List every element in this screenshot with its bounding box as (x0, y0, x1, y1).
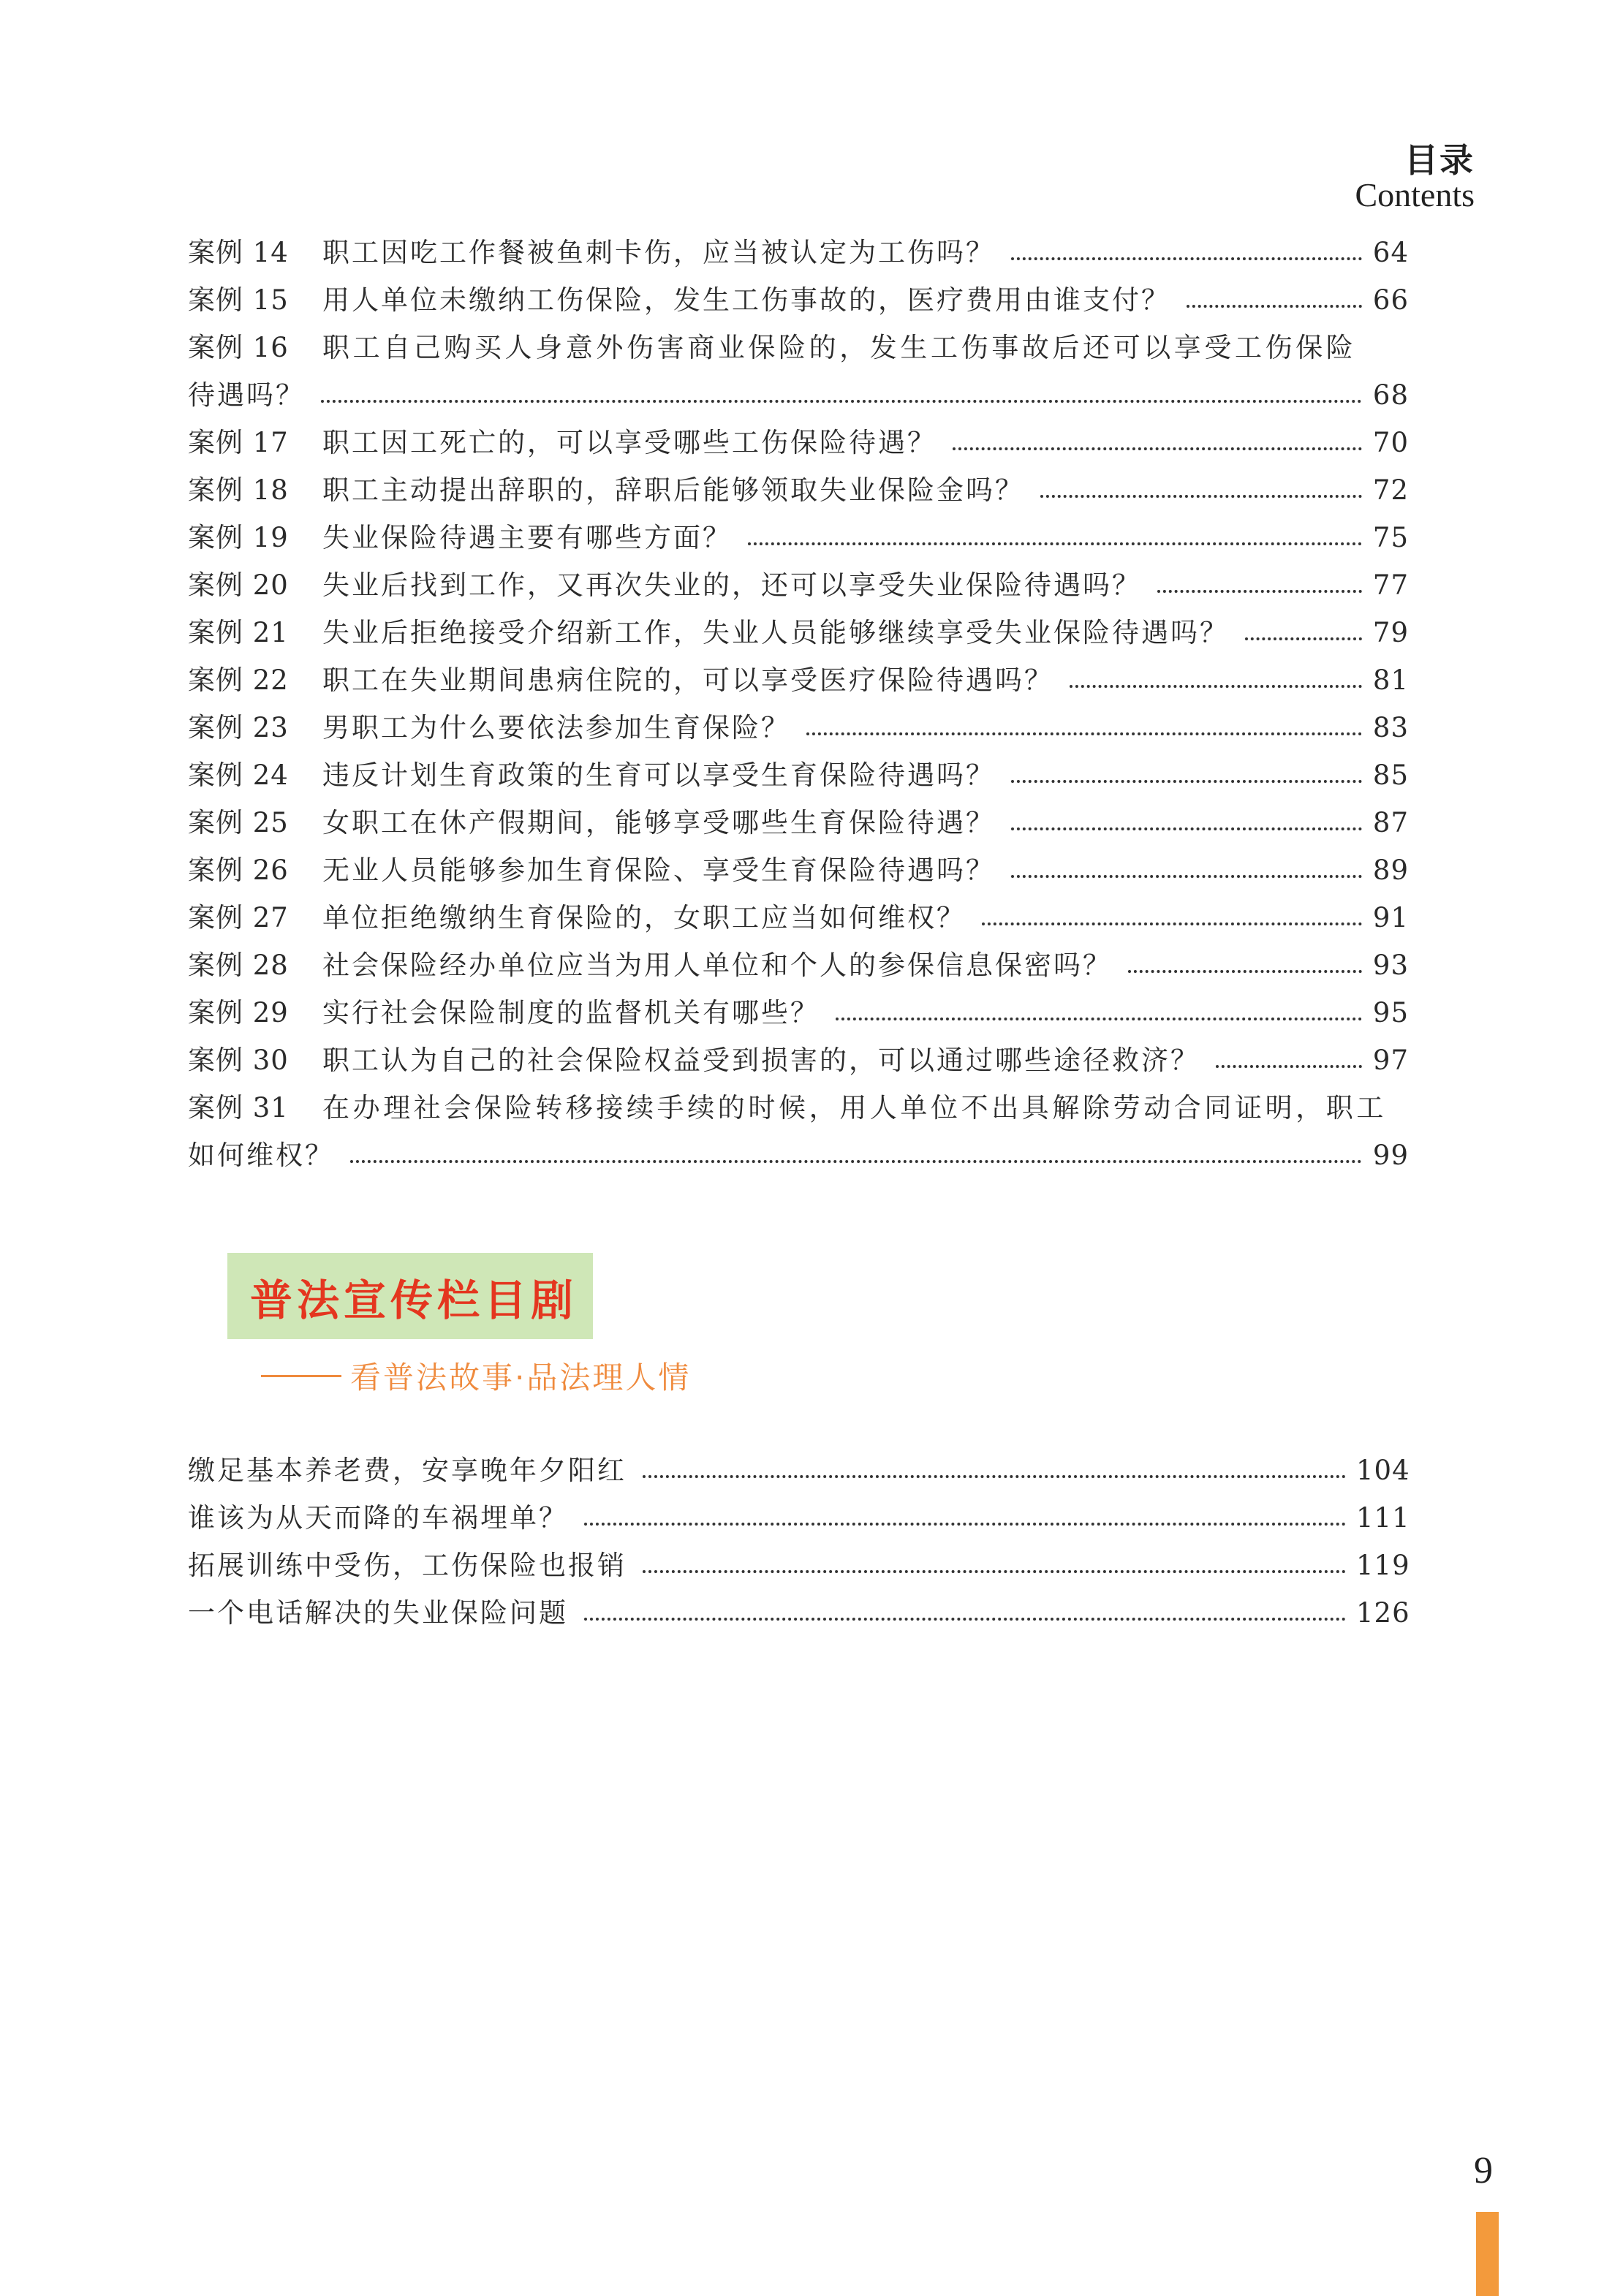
case-title: 在办理社会保险转移接续手续的时候，用人单位不出具解除劳动合同证明，职工 (322, 1092, 1387, 1124)
story-title: 谁该为从天而降的车祸埋单？ (188, 1502, 568, 1534)
story-entry[interactable] (188, 1496, 1409, 1540)
toc-entry[interactable] (188, 421, 1409, 465)
page-ref: 75 (1372, 522, 1409, 553)
case-number: 案例 21 (188, 617, 289, 648)
case-number: 案例 22 (188, 664, 289, 696)
toc-entry[interactable] (188, 896, 1409, 940)
page-ref: 111 (1356, 1502, 1410, 1534)
toc-entry-continuation[interactable] (188, 1134, 1409, 1178)
dot-leader (1187, 305, 1362, 308)
case-number: 案例 19 (188, 522, 289, 553)
case-number: 案例 23 (188, 712, 289, 743)
toc-entry[interactable] (188, 1086, 1409, 1130)
case-title: 职工自己购买人身意外伤害商业保险的，发生工伤事故后还可以享受工伤保险 (322, 332, 1357, 363)
dot-leader (1157, 590, 1362, 593)
page-ref: 70 (1372, 427, 1409, 458)
corner-accent-bar (1476, 2212, 1499, 2296)
dot-leader (1011, 827, 1362, 830)
case-number: 案例 26 (188, 855, 289, 886)
dot-leader (953, 447, 1362, 450)
toc-entry[interactable] (188, 1039, 1409, 1083)
dot-leader (1040, 495, 1362, 498)
dot-leader (321, 400, 1362, 403)
section-banner-title: 普法宣传栏目剧 (250, 1276, 578, 1325)
case-number: 案例 15 (188, 284, 289, 316)
page-ref: 79 (1372, 617, 1409, 648)
dot-leader (584, 1618, 1346, 1621)
case-title-continuation: 待遇吗？ (188, 379, 305, 411)
case-number: 案例 28 (188, 950, 289, 981)
dot-leader (1128, 970, 1362, 973)
case-title: 女职工在休产假期间，能够享受哪些生育保险待遇？ (322, 807, 995, 838)
page-ref: 104 (1356, 1455, 1410, 1486)
toc-entry[interactable] (188, 564, 1409, 607)
section-banner (227, 1253, 593, 1339)
case-number: 案例 17 (188, 427, 289, 458)
page-ref: 66 (1372, 284, 1409, 316)
toc-entry[interactable] (188, 801, 1409, 845)
toc-entry[interactable] (188, 611, 1409, 655)
dot-leader (1011, 875, 1362, 878)
case-number: 案例 16 (188, 332, 289, 363)
case-title: 失业保险待遇主要有哪些方面？ (322, 522, 732, 553)
case-title: 职工因工死亡的，可以享受哪些工伤保险待遇？ (322, 427, 937, 458)
dot-leader (1245, 637, 1362, 640)
dot-leader (1011, 257, 1362, 260)
section-tagline (261, 1354, 691, 1398)
case-title: 违反计划生育政策的生育可以享受生育保险待遇吗？ (322, 759, 995, 791)
page-ref: 95 (1372, 997, 1409, 1028)
case-number: 案例 30 (188, 1045, 289, 1076)
toc-entry[interactable] (188, 326, 1409, 370)
page-ref: 119 (1356, 1550, 1410, 1581)
toc-entry[interactable] (188, 469, 1409, 512)
page-ref: 64 (1372, 237, 1409, 268)
story-title: 一个电话解决的失业保险问题 (188, 1597, 568, 1629)
toc-title: 目录 (1404, 140, 1475, 180)
dot-leader (350, 1160, 1362, 1163)
case-number: 案例 27 (188, 902, 289, 933)
story-entry[interactable] (188, 1544, 1409, 1588)
story-title: 缴足基本养老费，安享晚年夕阳红 (188, 1455, 627, 1486)
toc-entry[interactable] (188, 516, 1409, 560)
case-number: 案例 29 (188, 997, 289, 1028)
dot-leader (643, 1570, 1346, 1573)
case-title: 职工因吃工作餐被鱼刺卡伤，应当被认定为工伤吗？ (322, 237, 995, 268)
toc-entry[interactable] (188, 754, 1409, 797)
toc-entry[interactable] (188, 991, 1409, 1035)
dot-leader (643, 1475, 1346, 1478)
page-ref: 68 (1372, 379, 1409, 411)
toc-entry[interactable] (188, 231, 1409, 275)
case-number: 案例 14 (188, 237, 289, 268)
case-title: 用人单位未缴纳工伤保险，发生工伤事故的，医疗费用由谁支付？ (322, 284, 1170, 316)
dot-leader (982, 922, 1362, 925)
case-title: 职工在失业期间患病住院的，可以享受医疗保险待遇吗？ (322, 664, 1053, 696)
toc-entry[interactable] (188, 706, 1409, 750)
dot-leader (806, 732, 1362, 735)
page-ref: 85 (1372, 759, 1409, 791)
toc-entry[interactable] (188, 849, 1409, 893)
case-title: 社会保险经办单位应当为用人单位和个人的参保信息保密吗？ (322, 950, 1112, 981)
case-title: 单位拒绝缴纳生育保险的，女职工应当如何维权？ (322, 902, 966, 933)
case-title: 男职工为什么要依法参加生育保险？ (322, 712, 790, 743)
page-ref: 72 (1372, 474, 1409, 506)
case-number: 案例 24 (188, 759, 289, 791)
case-title: 无业人员能够参加生育保险、享受生育保险待遇吗？ (322, 855, 995, 886)
case-title: 职工主动提出辞职的，辞职后能够领取失业保险金吗？ (322, 474, 1024, 506)
dot-leader (584, 1523, 1346, 1526)
page-ref: 93 (1372, 950, 1409, 981)
toc-entry-continuation[interactable] (188, 374, 1409, 417)
page-ref: 99 (1372, 1140, 1409, 1171)
page-ref: 77 (1372, 569, 1409, 601)
case-title: 失业后拒绝接受介绍新工作，失业人员能够继续享受失业保险待遇吗？ (322, 617, 1229, 648)
page-ref: 83 (1372, 712, 1409, 743)
case-title: 失业后找到工作，又再次失业的，还可以享受失业保险待遇吗？ (322, 569, 1141, 601)
page-ref: 126 (1356, 1597, 1410, 1629)
dot-leader (1070, 685, 1362, 688)
page-number: 9 (1474, 2150, 1493, 2191)
page-ref: 89 (1372, 855, 1409, 886)
page-ref: 81 (1372, 664, 1409, 696)
page-ref: 87 (1372, 807, 1409, 838)
case-number: 案例 31 (188, 1092, 289, 1124)
story-title: 拓展训练中受伤，工伤保险也报销 (188, 1550, 627, 1581)
section-tagline-text: 看普法故事·品法理人情 (350, 1360, 692, 1395)
page-ref: 91 (1372, 902, 1409, 933)
case-number: 案例 25 (188, 807, 289, 838)
page-ref: 97 (1372, 1045, 1409, 1076)
dot-leader (1011, 780, 1362, 783)
toc-entry[interactable] (188, 944, 1409, 988)
toc-entry[interactable] (188, 659, 1409, 702)
story-entry[interactable] (188, 1449, 1409, 1493)
case-title-continuation: 如何维权？ (188, 1140, 334, 1171)
dot-leader (1216, 1065, 1362, 1068)
dot-leader (836, 1018, 1362, 1020)
story-entry[interactable] (188, 1591, 1409, 1635)
toc-entry[interactable] (188, 279, 1409, 322)
toc-subtitle: Contents (1355, 176, 1475, 213)
case-title: 职工认为自己的社会保险权益受到损害的，可以通过哪些途径救济？ (322, 1045, 1200, 1076)
case-number: 案例 18 (188, 474, 289, 506)
case-title: 实行社会保险制度的监督机关有哪些？ (322, 997, 820, 1028)
case-number: 案例 20 (188, 569, 289, 601)
dot-leader (748, 542, 1362, 545)
tagline-dash (261, 1375, 341, 1377)
